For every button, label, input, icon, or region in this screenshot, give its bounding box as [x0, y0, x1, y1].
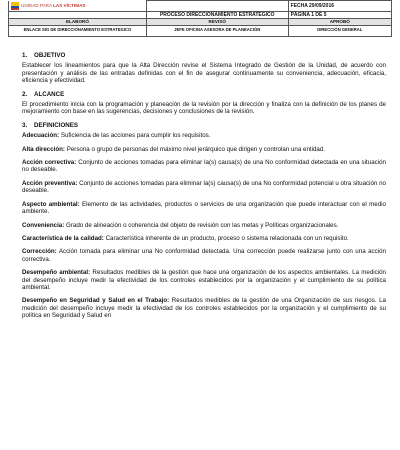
alcance-text: El procedimiento inicia con la programación y planeación de la revisión por la dirección y finaliza con la definición de los planes de mejoramiento con base en las sugerencias, decisiones y conclusiones de la revisión.: [22, 101, 386, 116]
section-heading-alcance: 2. ALCANCE: [22, 90, 65, 98]
role-aprobo: APROBÓ: [288, 18, 391, 25]
objetivo-text: Establecer los lineamientos para que la Alta Dirección revise el Sistema Integrado de Gestión de la Unidad, de acuerdo con presentación y análisis de las entradas definidas con el fin de asegurar continuamente su conveniencia, adecuación, eficacia, eficiencia y efectividad.: [22, 62, 386, 85]
name-aprobo: DIRECCIÓN GENERAL: [288, 25, 391, 36]
page-number: PÁGINA 1 DE 5: [288, 11, 391, 18]
process-name: PROCESO DIRECCIONAMIENTO ESTRATEGICO: [146, 11, 288, 18]
document-body: [22, 52, 386, 326]
definition-item: Conveniencia: Grado de alineación o coherencia del objeto de revisión con las metas y Políticas organizacionales.: [22, 221, 339, 229]
logo-cell: [9, 1, 147, 12]
definition-item: Aspecto ambiental: Elemento de las actividades, productos o servicios de una organización que puede interactuar con el medio ambiente.: [22, 200, 386, 216]
colombia-shield-icon: [11, 2, 19, 10]
section-heading-definiciones: 3. DEFINICIONES: [22, 121, 79, 129]
definition-item: Alta dirección: Persona o grupo de personas del máximo nivel jerárquico que dirigen y controlan una entidad.: [22, 145, 326, 153]
definition-item: Adecuación: Suficiencia de las acciones para cumplir los requisitos.: [22, 132, 211, 140]
definition-item: Corrección: Acción tomada para eliminar una No conformidad detectada. Una corrección puede realizarse junto con una acción correctiva.: [22, 248, 386, 263]
role-elaboro: ELABORÓ: [9, 18, 147, 25]
definition-item: Desempeño ambiental: Resultados medibles de la gestión que hace una organización de los aspectos ambientales. La medición del desempeño incluye medir la efectividad de los controles establecidos por la organización y el cumplimiento de su política ambiental.: [22, 269, 386, 291]
definition-item: Desempeño en Seguridad y Salud en el Trabajo: Resultados medibles de la gestión de una Organización de sus riesgos. La medición del desempeño incluye medir la efectividad de los controles establecidos por la organización y el cumplimiento de su política en Seguridad y Salud en: [22, 297, 386, 320]
logo-text: UNIDAD PARA LAS VÍCTIMAS: [21, 2, 86, 8]
name-reviso: JEFE OFICINA ASESORA DE PLANEACIÓN: [146, 25, 288, 36]
definition-item: Acción correctiva: Conjunto de acciones tomadas para eliminar la(s) causa(s) de una No conformidad detectada en una situación no deseable.: [22, 159, 386, 174]
document-date: FECHA 29/09/2016: [288, 1, 391, 12]
logo: [11, 1, 144, 11]
role-reviso: REVISÓ: [146, 18, 288, 25]
document-header: [8, 0, 392, 37]
definition-item: Característica de la calidad: Característica inherente de un producto, proceso o sistema relacionada con un requisito.: [22, 234, 349, 242]
definition-item: Acción preventiva: Conjunto de acciones tomadas para eliminar la(s) causa(s) de una No conformidad potencial u otra situación no deseable.: [22, 179, 386, 195]
name-elaboro: ENLACE SIG DE DIRECCIONAMIENTO ESTRATEGICO: [9, 25, 147, 36]
section-heading-objetivo: 1. OBJETIVO: [22, 52, 66, 59]
